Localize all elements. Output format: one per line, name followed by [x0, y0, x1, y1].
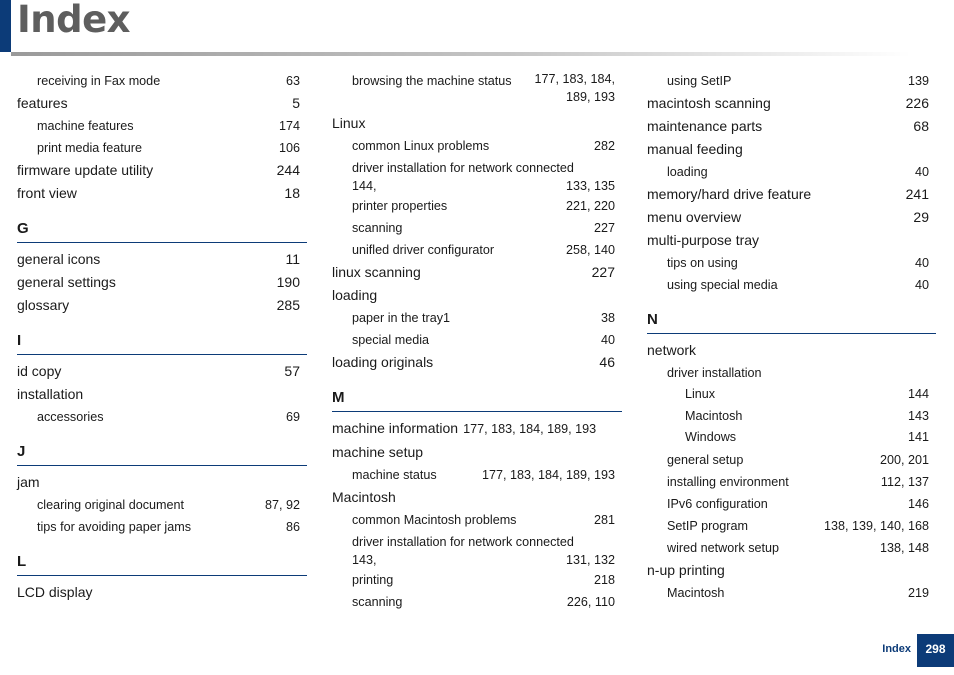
index-pages[interactable]: 133, 135: [565, 179, 615, 193]
page-title: Index: [17, 0, 131, 41]
index-term: Windows: [685, 430, 737, 444]
index-pages[interactable]: 38: [600, 311, 615, 325]
index-term: installation: [17, 386, 84, 402]
index-term: macintosh scanning: [647, 95, 771, 111]
index-pages[interactable]: 40: [914, 256, 929, 270]
index-term: driver installation for network connected: [352, 535, 574, 549]
index-entry: [17, 471, 307, 494]
index-term: print media feature: [37, 141, 143, 155]
index-term: loading originals: [332, 354, 434, 370]
index-term: general setup: [667, 452, 744, 467]
index-term: Macintosh: [332, 489, 396, 505]
index-term: linux scanning: [332, 264, 421, 280]
index-subentry: [647, 384, 936, 406]
index-term-tail: 144,: [352, 179, 377, 193]
index-entry: [647, 229, 936, 252]
index-term: using special media: [667, 278, 778, 292]
index-entry: [332, 417, 622, 441]
index-term: special media: [352, 333, 430, 347]
index-entry: [332, 351, 622, 374]
index-subentry: [332, 135, 622, 157]
index-pages[interactable]: 69: [285, 410, 300, 424]
index-subentry: [332, 329, 622, 351]
index-entry: [17, 360, 307, 383]
index-pages[interactable]: 177, 183, 184, 189, 193: [463, 422, 597, 436]
index-term: Linux: [332, 115, 366, 131]
index-subentry: [647, 582, 936, 604]
index-column-1: [17, 70, 307, 604]
index-pages[interactable]: 200, 201: [879, 452, 929, 467]
index-subentry: [647, 537, 936, 559]
index-term: scanning: [352, 595, 403, 609]
index-term: machine setup: [332, 444, 424, 460]
index-pages[interactable]: 40: [914, 278, 929, 292]
index-subentry: [647, 274, 936, 296]
index-pages[interactable]: 190: [276, 274, 300, 290]
index-subentry: [647, 515, 936, 537]
index-term: loading: [332, 287, 378, 303]
index-column-2: [332, 70, 622, 613]
index-pages[interactable]: 106: [278, 141, 300, 155]
index-pages[interactable]: 138, 148: [879, 540, 929, 555]
index-subentry: [647, 449, 936, 471]
index-term: IPv6 configuration: [667, 496, 768, 511]
index-subentry: [332, 464, 622, 486]
index-subentry: [647, 70, 936, 92]
page-number: 298: [917, 634, 954, 667]
index-pages[interactable]: 143: [907, 408, 929, 423]
index-pages[interactable]: 11: [285, 251, 300, 267]
index-pages[interactable]: 18: [284, 185, 300, 201]
index-pages[interactable]: 40: [914, 165, 929, 179]
index-pages[interactable]: 57: [284, 363, 300, 379]
index-term: receiving in Fax mode: [37, 74, 161, 88]
index-subentry: [17, 406, 307, 428]
index-term: accessories: [37, 410, 104, 424]
index-term: Macintosh: [667, 585, 725, 600]
index-pages[interactable]: 177, 183, 184, 189, 193: [481, 468, 615, 482]
index-pages[interactable]: 227: [593, 221, 615, 235]
index-term: machine features: [37, 119, 134, 133]
index-term: Linux: [685, 387, 716, 401]
index-term: scanning: [352, 221, 403, 235]
index-pages[interactable]: 226: [905, 95, 929, 111]
index-pages[interactable]: 86: [285, 520, 300, 534]
index-subentry: [332, 569, 622, 591]
index-entry: [332, 112, 622, 135]
index-term-continued: [352, 551, 622, 569]
index-entry: [17, 182, 307, 205]
index-pages[interactable]: 174: [278, 119, 300, 133]
index-pages[interactable]: 221, 220: [565, 199, 615, 213]
index-term: browsing the machine status: [352, 74, 512, 88]
index-subentry: [332, 195, 622, 217]
index-pages[interactable]: 5: [292, 95, 300, 111]
index-term: clearing original document: [37, 498, 185, 512]
index-pages[interactable]: 219: [907, 585, 929, 600]
index-term: memory/hard drive feature: [647, 186, 812, 202]
index-pages[interactable]: 285: [276, 297, 300, 313]
index-entry: [17, 92, 307, 115]
index-pages[interactable]: 226, 110: [566, 595, 615, 609]
index-term: manual feeding: [647, 141, 743, 157]
section-letter: N: [647, 307, 936, 334]
index-entry: [332, 261, 622, 284]
index-term: n-up printing: [647, 561, 725, 578]
section-letter: I: [17, 328, 307, 355]
index-subentry: [17, 70, 307, 92]
index-term: machine status: [352, 468, 437, 482]
index-subentry: [17, 516, 307, 538]
index-term: driver installation: [667, 366, 762, 380]
index-entry: [647, 559, 936, 582]
index-pages[interactable]: 112, 137: [880, 474, 929, 489]
index-term: printer properties: [352, 199, 448, 213]
index-subentry: [332, 591, 622, 613]
index-pages[interactable]: 241: [905, 186, 929, 202]
index-column-3: [647, 70, 936, 604]
index-pages[interactable]: 46: [599, 354, 615, 370]
index-entry: [647, 206, 936, 229]
index-term: general settings: [17, 274, 116, 290]
index-subentry: [332, 239, 622, 261]
index-entry: [332, 70, 622, 112]
index-term: loading: [667, 165, 708, 179]
footer-section-label: Index: [882, 643, 911, 655]
index-pages[interactable]: 282: [593, 139, 615, 153]
index-term: machine information: [332, 420, 459, 436]
index-subentry: [647, 161, 936, 183]
section-letter: M: [332, 385, 622, 412]
index-term: using SetIP: [667, 74, 732, 88]
index-term: firmware update utility: [17, 162, 154, 178]
index-term: menu overview: [647, 209, 742, 225]
index-entry: [332, 531, 622, 569]
section-letter: L: [17, 549, 307, 576]
index-pages[interactable]: 29: [913, 209, 929, 225]
index-term: id copy: [17, 363, 62, 379]
index-pages[interactable]: 141: [907, 430, 929, 444]
index-subentry: [647, 493, 936, 515]
index-pages[interactable]: 139: [907, 74, 929, 88]
index-pages[interactable]: 227: [591, 264, 615, 280]
section-letter: J: [17, 439, 307, 466]
index-subentry: [647, 427, 936, 449]
index-pages[interactable]: 87, 92: [264, 498, 300, 512]
index-entry: [17, 294, 307, 317]
section-letter: G: [17, 216, 307, 243]
index-pages[interactable]: 146: [907, 496, 929, 511]
index-term: common Linux problems: [352, 139, 490, 153]
index-term: network: [647, 342, 697, 358]
index-entry: [17, 383, 307, 406]
index-pages[interactable]: 258, 140: [565, 243, 615, 257]
index-subentry: [332, 307, 622, 329]
title-divider: [11, 52, 911, 56]
index-entry: [17, 271, 307, 294]
index-pages[interactable]: 138, 139, 140, 168: [823, 518, 929, 533]
index-subentry: [17, 494, 307, 516]
index-term: multi-purpose tray: [647, 232, 760, 248]
index-term: tips on using: [667, 256, 738, 270]
index-entry: [647, 115, 936, 138]
index-subentry: [332, 217, 622, 239]
index-subentry: [17, 137, 307, 159]
title-accent-bar: [0, 0, 11, 52]
index-term: maintenance parts: [647, 118, 763, 134]
index-term: wired network setup: [667, 540, 779, 555]
index-pages[interactable]: 144: [907, 387, 929, 401]
index-entry: [647, 138, 936, 161]
index-entry: [647, 339, 936, 362]
index-term: glossary: [17, 297, 70, 313]
index-subentry: [647, 362, 936, 384]
index-entry: [332, 441, 622, 464]
index-term: paper in the tray1: [352, 311, 451, 325]
index-term-continued: [352, 177, 622, 195]
index-term: printing: [352, 573, 394, 587]
index-term: Macintosh: [685, 408, 743, 423]
index-term: features: [17, 95, 68, 111]
index-subentry: [332, 509, 622, 531]
index-entry: [647, 183, 936, 206]
index-pages[interactable]: 68: [913, 118, 929, 134]
index-pages[interactable]: 40: [600, 333, 615, 347]
index-term-tail: 143,: [352, 553, 377, 567]
index-term: common Macintosh problems: [352, 513, 517, 527]
index-term: tips for avoiding paper jams: [37, 520, 192, 534]
index-pages[interactable]: 131, 132: [565, 553, 615, 567]
index-pages[interactable]: 244: [276, 162, 300, 178]
index-term: installing environment: [667, 474, 789, 489]
index-subentry: [647, 406, 936, 428]
index-subentry: [647, 471, 936, 493]
index-subentry: [647, 252, 936, 274]
index-pages[interactable]: 63: [285, 74, 300, 88]
index-entry: [17, 581, 307, 604]
index-entry: [332, 486, 622, 509]
index-term: LCD display: [17, 584, 93, 600]
index-entry: [647, 92, 936, 115]
index-entry: [332, 284, 622, 307]
index-term: unifled driver configurator: [352, 243, 495, 257]
index-term: driver installation for network connected: [352, 161, 574, 175]
index-term: SetIP program: [667, 518, 748, 533]
index-pages[interactable]: 177, 183, 184, 189, 193: [534, 72, 615, 104]
index-pages[interactable]: 281: [593, 513, 615, 527]
index-entry: [332, 157, 622, 195]
index-pages[interactable]: 218: [593, 573, 615, 587]
index-entry: [17, 159, 307, 182]
index-term: jam: [17, 474, 40, 490]
index-term: front view: [17, 185, 77, 201]
index-term: general icons: [17, 251, 101, 267]
index-entry: [17, 248, 307, 271]
index-subentry: [17, 115, 307, 137]
